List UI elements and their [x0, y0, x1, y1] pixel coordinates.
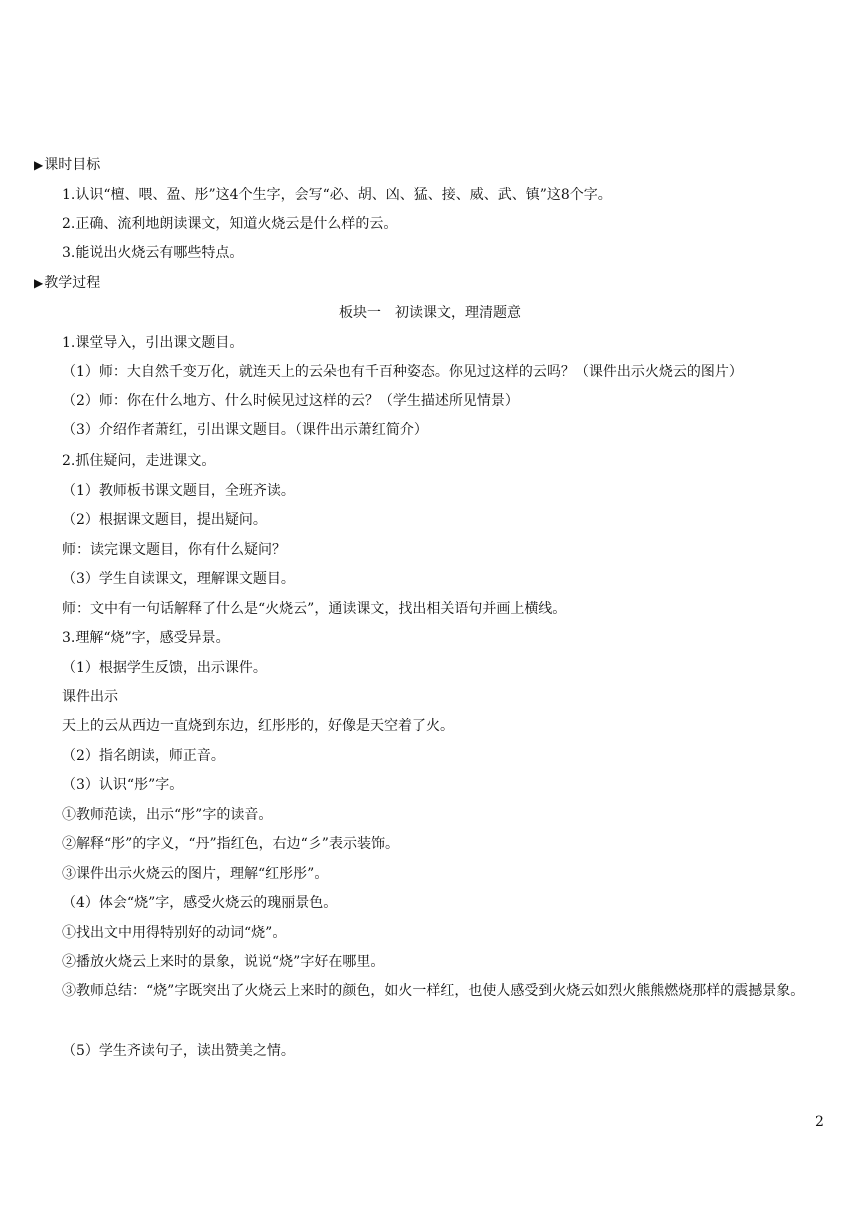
body-line: 天上的云从西边一直烧到东边，红彤彤的，好像是天空着了火。	[62, 718, 454, 734]
body-line: 师：文中有一句话解释了什么是“火烧云”，通读课文，找出相关语句并画上横线。	[62, 601, 567, 617]
body-line: ①教师范读，出示“彤”字的读音。	[62, 807, 273, 823]
body-line: （4）体会“烧”字，感受火烧云的瑰丽景色。	[62, 895, 338, 911]
body-line: 2.抓住疑问，走进课文。	[62, 453, 216, 469]
body-line: 1.课堂导入，引出课文题目。	[62, 335, 244, 351]
body-line: ③课件出示火烧云的图片，理解“红彤彤”。	[62, 866, 329, 882]
body-line: （5）学生齐读句子，读出赞美之情。	[62, 1043, 295, 1059]
goal-item: 2.正确、流利地朗读课文，知道火烧云是什么样的云。	[62, 216, 398, 232]
body-line: （2）师：你在什么地方、什么时候见过这样的云？（学生描述所见情景）	[62, 393, 519, 409]
body-line: 课件出示	[62, 689, 118, 705]
section-heading-process-label: 教学过程	[44, 275, 101, 291]
page-number: 2	[815, 1114, 824, 1130]
body-line: ②播放火烧云上来时的景象，说说“烧”字好在哪里。	[62, 954, 385, 970]
triangle-bullet-icon: ▶	[34, 276, 44, 290]
summary-paragraph: ③教师总结：“烧”字既突出了火烧云上来时的颜色，如火一样红，也使人感受到火烧云如烈火熊熊燃烧那样的震撼景象。	[62, 983, 805, 999]
body-line: （3）介绍作者萧红，引出课文题目。（课件出示萧红简介）	[62, 422, 428, 438]
body-line: ②解释“彤”的字义，“丹”指红色，右边“彡”表示装饰。	[62, 836, 399, 852]
goal-item: 3.能说出火烧云有哪些特点。	[62, 245, 244, 261]
triangle-bullet-icon: ▶	[34, 158, 44, 172]
section-heading-goals	[34, 156, 100, 174]
body-line: （2）根据课文题目，提出疑问。	[62, 512, 267, 528]
body-line: 3.理解“烧”字，感受异景。	[62, 630, 230, 646]
body-line: ①找出文中用得特别好的动词“烧”。	[62, 925, 287, 941]
section-heading-process	[34, 274, 100, 292]
body-line: （3）学生自读课文，理解课文题目。	[62, 571, 295, 587]
body-line: （3）认识“彤”字。	[62, 777, 184, 793]
body-line: 师：读完课文题目，你有什么疑问？	[62, 542, 286, 558]
body-line: （1）教师板书课文题目，全班齐读。	[62, 483, 295, 499]
body-line: （1）根据学生反馈，出示课件。	[62, 660, 267, 676]
goal-item: 1.认识“檀、喂、盈、彤”这4个生字，会写“必、胡、凶、猛、接、威、武、镇”这8个字。	[62, 187, 612, 203]
body-line: （2）指名朗读，师正音。	[62, 748, 225, 764]
section-heading-goals-label: 课时目标	[44, 157, 101, 173]
body-line: （1）师：大自然千变万化，就连天上的云朵也有千百种姿态。你见过这样的云吗？（课件出示火烧云的图片）	[62, 364, 743, 380]
block-title: 板块一 初读课文，理清题意	[339, 305, 521, 321]
